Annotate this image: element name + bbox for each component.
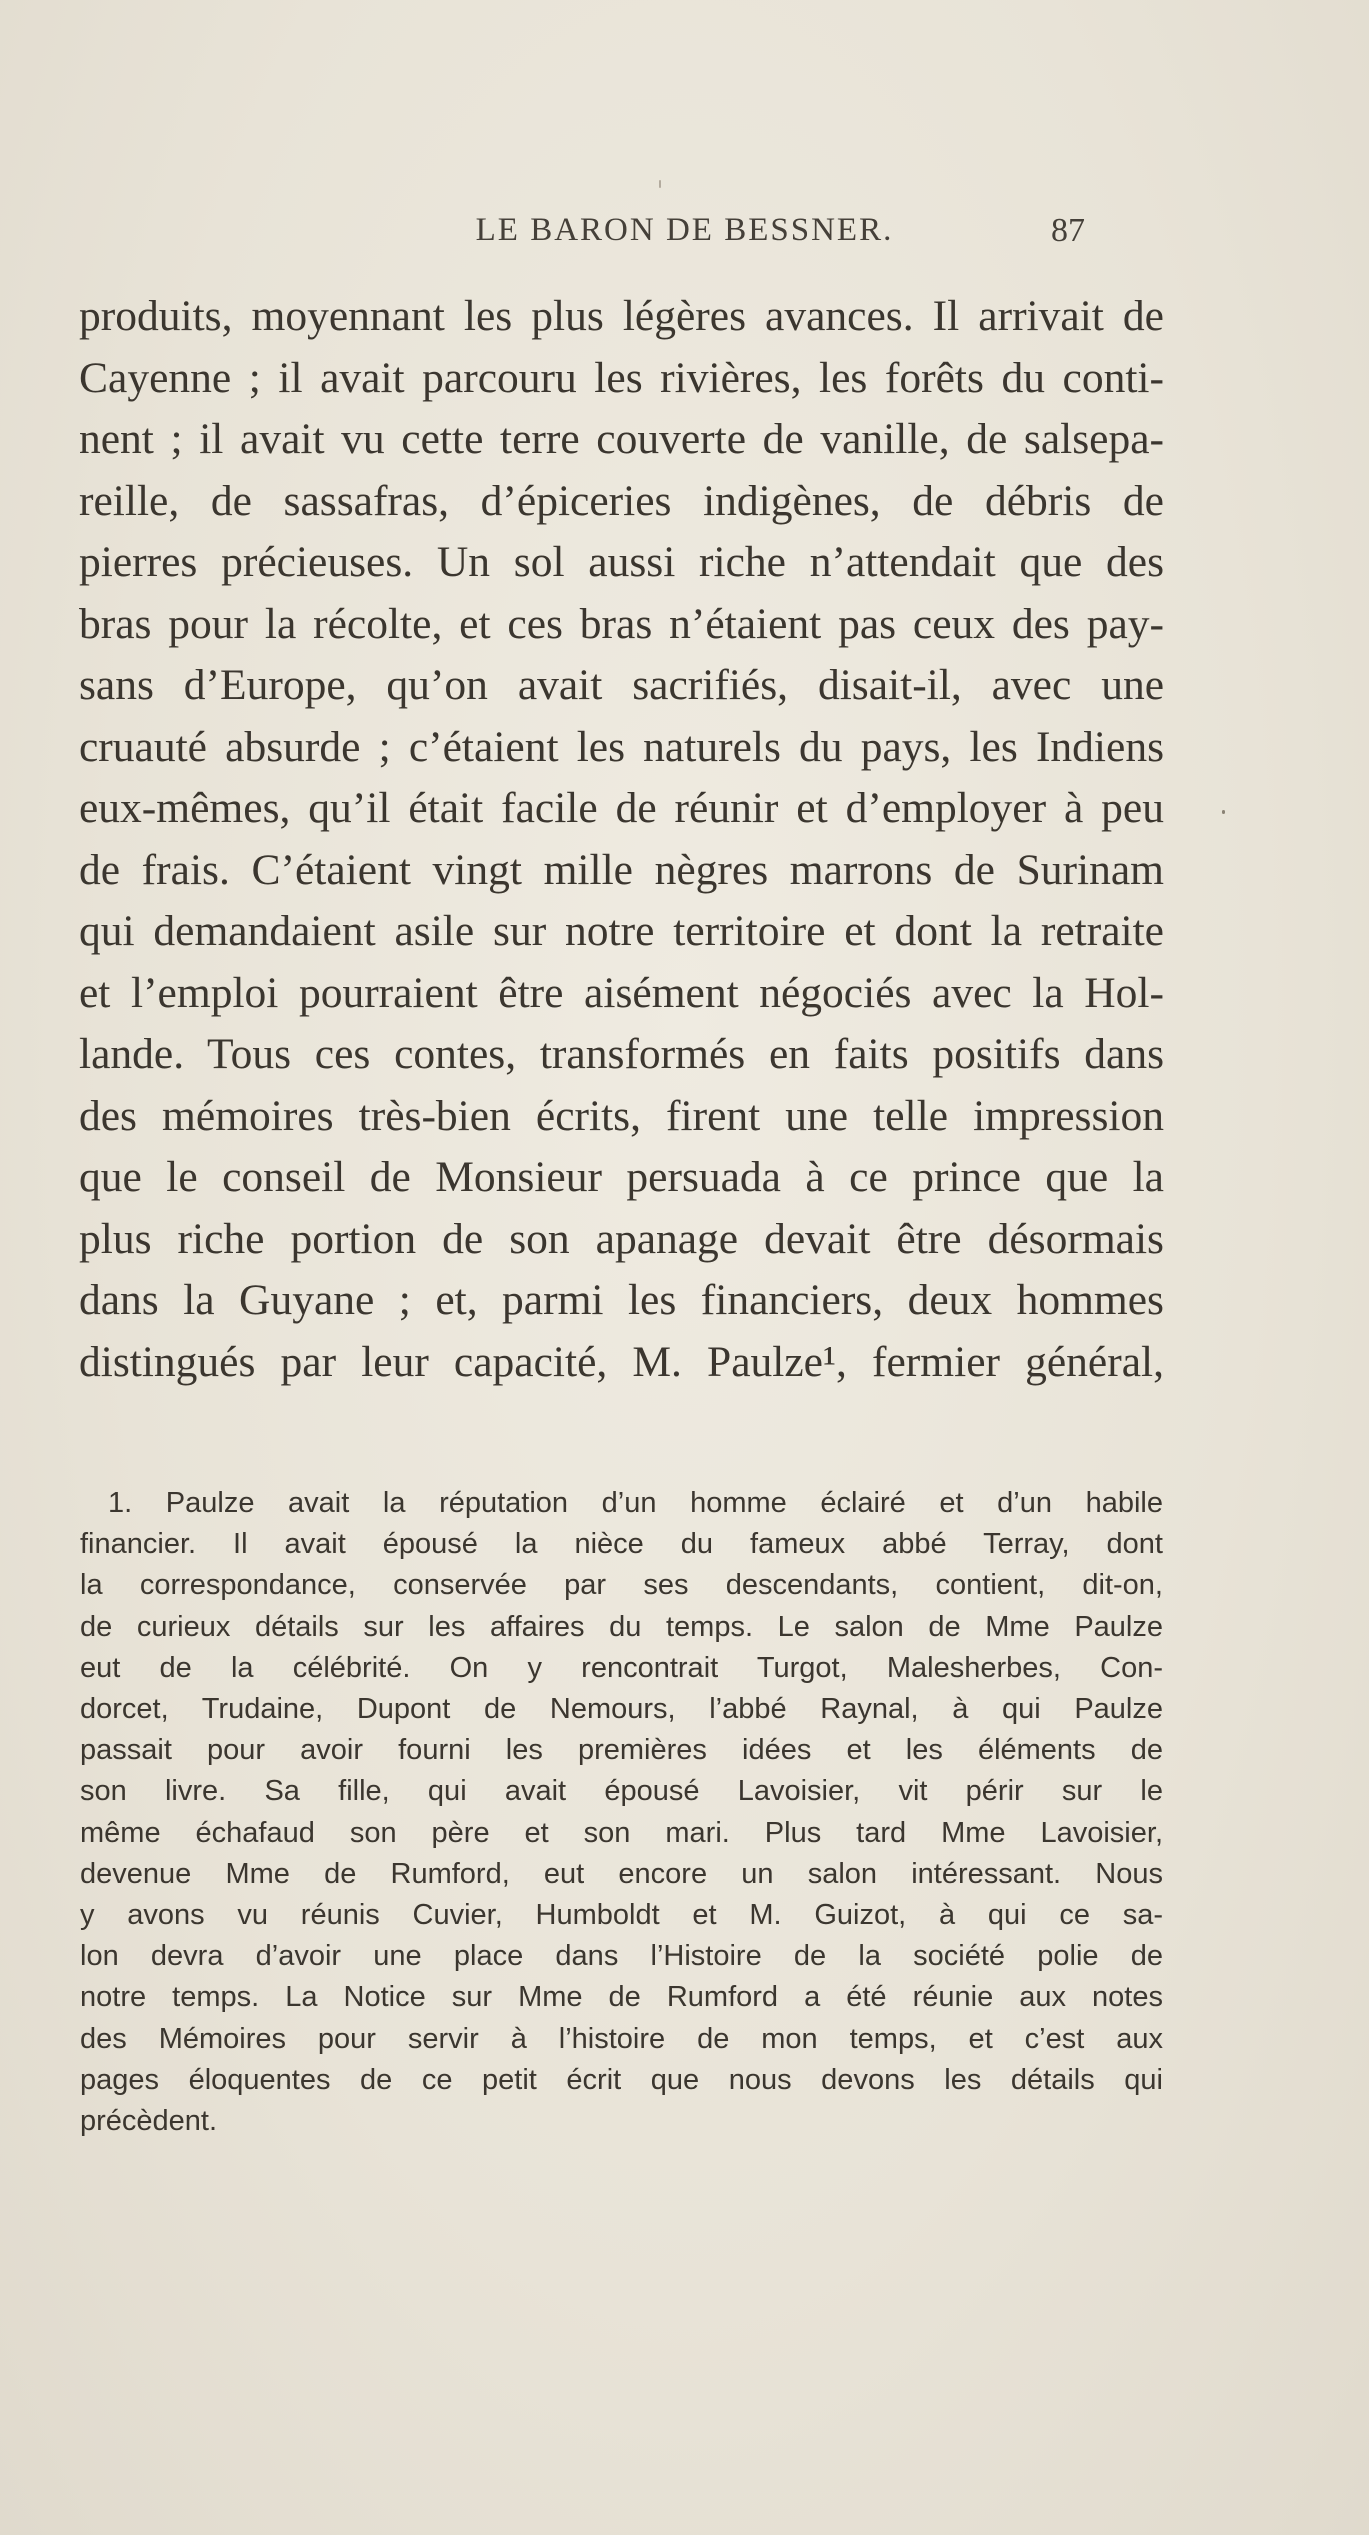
footnote-line: notre temps. La Notice sur Mme de Rumford a été réunie aux notes (80, 1981, 1163, 2014)
body-line: produits, moyennant les plus légères avances. Il arrivait de (79, 292, 1164, 340)
body-line: de frais. C’étaient vingt mille nègres marrons de Surinam (79, 845, 1164, 894)
footnote-line: 1. Paulze avait la réputation d’un homme éclairé et d’un habile (108, 1487, 1163, 1519)
footnote-line: financier. Il avait épousé la nièce du fameux abbé Terray, dont (80, 1528, 1163, 1561)
footnote-line: devenue Mme de Rumford, eut encore un salon intéressant. Nous (80, 1857, 1163, 1890)
body-line: Cayenne ; il avait parcouru les rivières, les forêts du conti- (79, 353, 1164, 402)
running-title: LE BARON DE BESSNER. (475, 212, 894, 248)
body-line: plus riche portion de son apanage devait être désormais (79, 1214, 1164, 1263)
paper-speck (659, 180, 661, 188)
footnote-line: dorcet, Trudaine, Dupont de Nemours, l’abbé Raynal, à qui Paulze (80, 1693, 1163, 1726)
footnote-line: eut de la célébrité. On y rencontrait Turgot, Malesherbes, Con- (80, 1651, 1163, 1684)
footnote (80, 1483, 1163, 2142)
body-line: qui demandaient asile sur notre territoire et dont la retraite (79, 907, 1164, 955)
body-line: lande. Tous ces contes, transformés en faits positifs dans (79, 1030, 1164, 1078)
body-line: distingués par leur capacité, M. Paulze¹, fermier général, (79, 1337, 1164, 1386)
footnote-line: des Mémoires pour servir à l’histoire de mon temps, et c’est aux (80, 2022, 1163, 2055)
footnote-line: passait pour avoir fourni les premières idées et les éléments de (80, 1734, 1163, 1767)
body-line: que le conseil de Monsieur persuada à ce prince que la (79, 1153, 1164, 1201)
page-header (80, 212, 1289, 262)
footnote-line: son livre. Sa fille, qui avait épousé Lavoisier, vit périr sur le (80, 1775, 1163, 1808)
page-number: 87 (1051, 212, 1085, 249)
body-line: cruauté absurde ; c’étaient les naturels du pays, les Indiens (79, 722, 1164, 771)
footnote-line: de curieux détails sur les affaires du temps. Le salon de Mme Paulze (80, 1610, 1163, 1643)
body-line: sans d’Europe, qu’on avait sacrifiés, disait-il, avec une (79, 661, 1164, 709)
paper-speck (1222, 810, 1225, 814)
body-line: nent ; il avait vu cette terre couverte de vanille, de salsepa- (79, 415, 1164, 463)
body-line: et l’emploi pourraient être aisément négociés avec la Hol- (79, 968, 1164, 1017)
body-line: reille, de sassafras, d’épiceries indigènes, de débris de (79, 476, 1164, 525)
body-line: des mémoires très-bien écrits, firent une telle impression (79, 1091, 1164, 1140)
body-line: bras pour la récolte, et ces bras n’étaient pas ceux des pay- (79, 599, 1164, 648)
body-line: dans la Guyane ; et, parmi les financiers, deux hommes (79, 1276, 1164, 1324)
footnote-line: y avons vu réunis Cuvier, Humboldt et M. Guizot, à qui ce sa- (80, 1899, 1163, 1932)
footnote-line: pages éloquentes de ce petit écrit que nous devons les détails qui (80, 2063, 1163, 2096)
footnote-line: lon devra d’avoir une place dans l’Histoire de la société polie de (80, 1940, 1163, 1973)
body-text (79, 286, 1164, 1393)
body-line: eux-mêmes, qu’il était facile de réunir et d’employer à peu (79, 784, 1164, 832)
footnote-line: la correspondance, conservée par ses descendants, contient, dit-on, (80, 1569, 1163, 1602)
body-line: pierres précieuses. Un sol aussi riche n’attendait que des (79, 538, 1164, 586)
footnote-line: même échafaud son père et son mari. Plus tard Mme Lavoisier, (80, 1816, 1163, 1849)
footnote-line: précèdent. (80, 2105, 218, 2138)
